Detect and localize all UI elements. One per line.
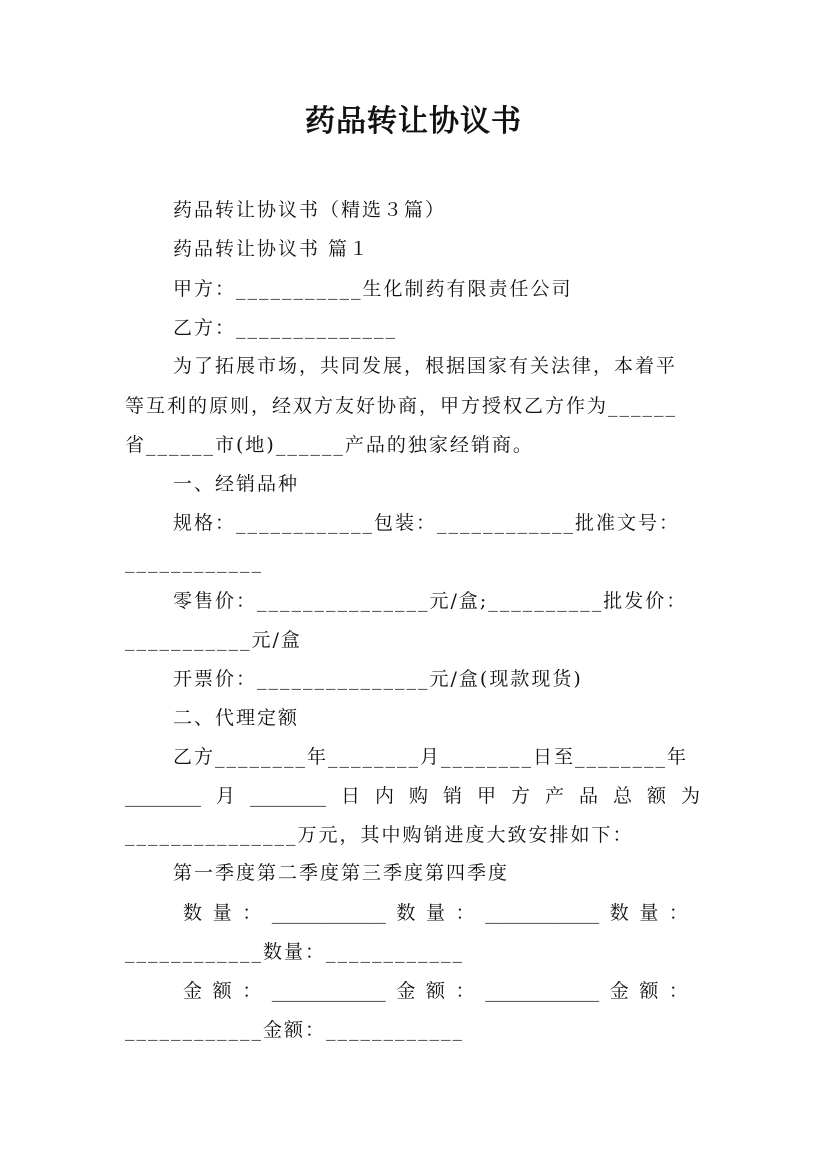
text-segment: ____________: [485, 980, 600, 1002]
text-segment: ____________: [271, 902, 386, 924]
clause-heading: 一、经销品种: [173, 473, 300, 495]
text-segment: ：: [668, 902, 688, 924]
amount-row: ____________金额：____________: [125, 1019, 465, 1041]
text-segment: ：: [455, 902, 475, 924]
spec-line: ____________: [125, 551, 263, 573]
price-line: ___________元/盒: [125, 629, 302, 651]
text-segment: 月: [215, 785, 235, 807]
text-segment: 额: [212, 980, 232, 1002]
text-segment: 数: [183, 902, 203, 924]
text-segment: ________: [249, 785, 326, 807]
text-segment: 额: [639, 980, 659, 1002]
text-segment: 金: [609, 980, 629, 1002]
document-title: 药品转让协议书: [305, 104, 522, 139]
text-segment: 数: [396, 902, 416, 924]
text-segment: 额: [646, 785, 666, 807]
quantity-row-justified: [183, 900, 688, 926]
party-b-line: 乙方：______________: [173, 317, 398, 339]
text-segment: 产: [544, 785, 564, 807]
quarter-header-line: 第一季度第二季度第三季度第四季度: [173, 862, 510, 884]
text-segment: 品: [578, 785, 598, 807]
price-line: 零售价：_______________元/盒;__________批发价：: [173, 590, 688, 612]
paragraph-line: 等互利的原则，经双方友好协商，甲方授权乙方作为______: [125, 395, 678, 417]
paragraph-line: 省______市(地)______产品的独家经销商。: [125, 434, 534, 456]
quota-line-justified: [125, 783, 700, 809]
section-heading: 药品转让协议书 篇１: [173, 238, 371, 260]
text-segment: ____________: [485, 902, 600, 924]
quantity-row: ____________数量：____________: [125, 941, 465, 963]
text-segment: 额: [425, 980, 445, 1002]
paragraph-line: 为了拓展市场，共同发展，根据国家有关法律，本着平: [173, 355, 678, 377]
text-segment: 数: [609, 902, 629, 924]
text-segment: 量: [212, 902, 232, 924]
text-segment: 销: [442, 785, 462, 807]
amount-row-justified: [183, 978, 688, 1004]
text-segment: ：: [242, 980, 262, 1002]
text-segment: 甲: [476, 785, 496, 807]
text-segment: 金: [183, 980, 203, 1002]
text-segment: ________: [125, 785, 201, 807]
quota-line: 乙方________年________月________日至________年: [173, 746, 689, 768]
text-segment: 总: [612, 785, 632, 807]
quota-line: _______________万元，其中购销进度大致安排如下：: [125, 824, 634, 846]
clause-heading: 二、代理定额: [173, 707, 300, 729]
text-segment: ：: [242, 902, 262, 924]
text-segment: 为: [680, 785, 700, 807]
spec-line: 规格：____________包装：____________批准文号：: [173, 512, 681, 534]
text-segment: 量: [425, 902, 445, 924]
text-segment: 日: [340, 785, 360, 807]
text-segment: ：: [455, 980, 475, 1002]
invoice-price-line: 开票价：_______________元/盒(现款现货): [173, 668, 583, 690]
text-segment: 金: [396, 980, 416, 1002]
text-segment: 方: [510, 785, 530, 807]
text-segment: ____________: [271, 980, 386, 1002]
text-segment: 内: [374, 785, 394, 807]
text-segment: 量: [639, 902, 659, 924]
subtitle-line: 药品转让协议书（精选３篇）: [173, 199, 447, 221]
party-a-line: 甲方：___________生化制药有限责任公司: [173, 278, 573, 300]
text-segment: 购: [408, 785, 428, 807]
text-segment: ：: [668, 980, 688, 1002]
